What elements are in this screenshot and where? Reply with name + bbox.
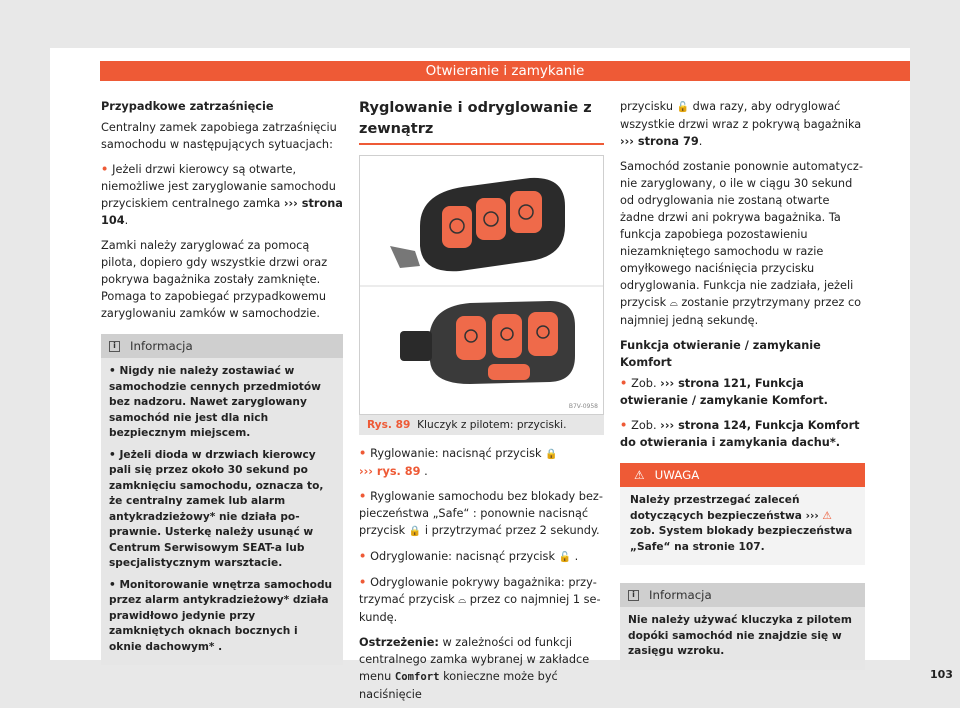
bullet-trunk: • Odryglowanie pokrywy bagażnika: przytrzymać przycisk ⌓ przez co najmniej 1 sekundę.	[359, 574, 604, 626]
column-middle	[359, 98, 604, 708]
unlock-icon: 🔓	[676, 102, 690, 113]
info-header: i Informacja	[101, 334, 343, 358]
ref-fig-89[interactable]: ››› rys. 89	[359, 465, 421, 478]
info-header: i Informacja	[620, 583, 865, 607]
info-item: • Jeżeli dioda w drzwiach kierowcy pali się przez około 30 sekund po zamknięciu samochodu, oznacza to, że centralny zamek lub alarm antykradzieżowy* nie działa poprawnie. Usterkę należy usunąć w Centrum Serwisowym SEAT-a lub specjalistycznym warsztacie.	[109, 448, 324, 569]
ref-page-79[interactable]: ››› strona 79	[620, 135, 699, 148]
warning-body: Należy przestrzegać zaleceń dotyczących bezpieczeństwa ››› ⚠ zob. System blokady bezpieczeństwa „Safe“ na stronie 107.	[630, 494, 853, 553]
bullet-lock: • Ryglowanie: nacisnąć przycisk 🔒 ››› rys. 89 .	[359, 445, 604, 480]
comfort-heading: Funkcja otwieranie / zamykanie Komfort	[620, 339, 821, 369]
warning-icon: ⚠	[822, 509, 832, 522]
info-item: • Nigdy nie należy zostawiać w samochodzie cennych przedmiotów bez nadzoru. Nawet zaryglowany samochód nie jest dla nich bezpiecznym miejscem.	[109, 365, 321, 439]
lock-icon: 🔒	[408, 526, 422, 537]
bullet-comfort-121: • Zob. ››› strona 121, Funkcja otwieranie / zamykanie Komfort.	[620, 375, 865, 409]
lock-icon: 🔒	[545, 449, 558, 460]
trunk-icon: ⌓	[458, 595, 467, 606]
ref-page-107[interactable]: zob. System blokady bezpieczeństwa „Safe“ na stronie 107.	[630, 525, 853, 553]
heading-accidental-lock: Przypadkowe zatrzaśnięcie	[101, 100, 274, 113]
info-body: Nie należy używać kluczyka z pilotem dopóki samochód nie znajdzie się w zasięgu wzroku.	[628, 614, 852, 657]
continued-text: przycisku 🔓 dwa razy, aby odryglować wszystkie drzwi wraz z pokrywą bagażnika ››› strona 79.	[620, 100, 862, 148]
section-title: Ryglowanie i odryglowanie z zewnątrz	[359, 98, 604, 145]
page-header: Otwieranie i zamykanie	[100, 61, 910, 81]
warning-icon: ⚠	[634, 467, 645, 482]
ref-page-124[interactable]: ››› strona 124, Funkcja Komfort do otwierania i zamykania dachu*.	[620, 419, 860, 449]
remote-lock-text: Zamki należy zaryglować za pomocą pilota, dopiero gdy wszystkie drzwi oraz pokrywa bagażnika zostały zamknięte. Pomaga to zapobiegać przypadkowemu zaryglowaniu zamków w samochodzie.	[101, 239, 328, 320]
info-box-right	[620, 583, 865, 670]
info-box-left	[101, 334, 343, 665]
bullet-comfort-124: • Zob. ››› strona 124, Funkcja Komfort do otwierania i zamykania dachu*.	[620, 417, 865, 451]
info-icon: i	[628, 590, 639, 601]
info-item: • Monitorowanie wnętrza samochodu przez alarm antykradzieżowy* działa prawidłowo jedynie przy zamkniętych oknach bocznych i oknie dachowym* .	[109, 578, 333, 653]
trunk-icon: ⌓	[669, 298, 678, 309]
figure-caption: Rys. 89 Kluczyk z pilotem: przyciski.	[359, 415, 604, 435]
column-right	[620, 98, 865, 670]
info-body	[101, 358, 343, 665]
menu-comfort: Comfort	[394, 671, 440, 683]
intro-text: Centralny zamek zapobiega zatrzaśnięciu samochodu w następujących sytuacjach:	[101, 121, 337, 151]
page-number: 103	[930, 668, 953, 681]
column-left	[101, 98, 343, 665]
ref-page-104[interactable]: ››› strona 104	[101, 197, 343, 227]
auto-relock-text: Samochód zostanie ponownie automatycznie zaryglowany, o ile w ciągu 30 sekund od odryglowania nie zostaną otwarte żadne drzwi ani pokrywa bagażnika. Ta funkcja zapobiega pozostawieniu niezamkniętego samochodu w razie omyłkowego naciśnięcia przycisku odryglowania. Funkcja nie zadziała, jeżeli przycisk ⌓ zostanie przytrzymany przez co najmniej jedną sekundę.	[620, 160, 863, 327]
bullet-driver-door: • Jeżeli drzwi kierowcy są otwarte, niemożliwe jest zaryglowanie samochodu przyciskiem centralnego zamka ››› strona 104.	[101, 161, 343, 229]
warning-header: ⚠ UWAGA	[620, 463, 865, 487]
unlock-icon: 🔓	[558, 552, 572, 563]
warning-box	[620, 463, 865, 565]
warning-paragraph: Ostrzeżenie: w zależności od funkcji centralnego zamka wybranej w zakładce menu Comfort konieczne może być naciśnięcie	[359, 636, 590, 701]
manual-page	[50, 48, 953, 701]
bullet-lock-no-safe: • Ryglowanie samochodu bez blokady bezpieczeństwa „Safe“ : ponownie nacisnąć przycisk 🔒 i przytrzymać przez 2 sekundy.	[359, 488, 604, 540]
ref-page-121[interactable]: ››› strona 121, Funkcja otwieranie / zamykanie Komfort.	[620, 377, 828, 407]
figure-code: B7V-0958	[568, 403, 598, 410]
remote-key-illustration	[360, 156, 603, 414]
info-icon: i	[109, 341, 120, 352]
key-figure	[359, 155, 604, 415]
bullet-unlock: • Odryglowanie: nacisnąć przycisk 🔓 .	[359, 548, 604, 566]
